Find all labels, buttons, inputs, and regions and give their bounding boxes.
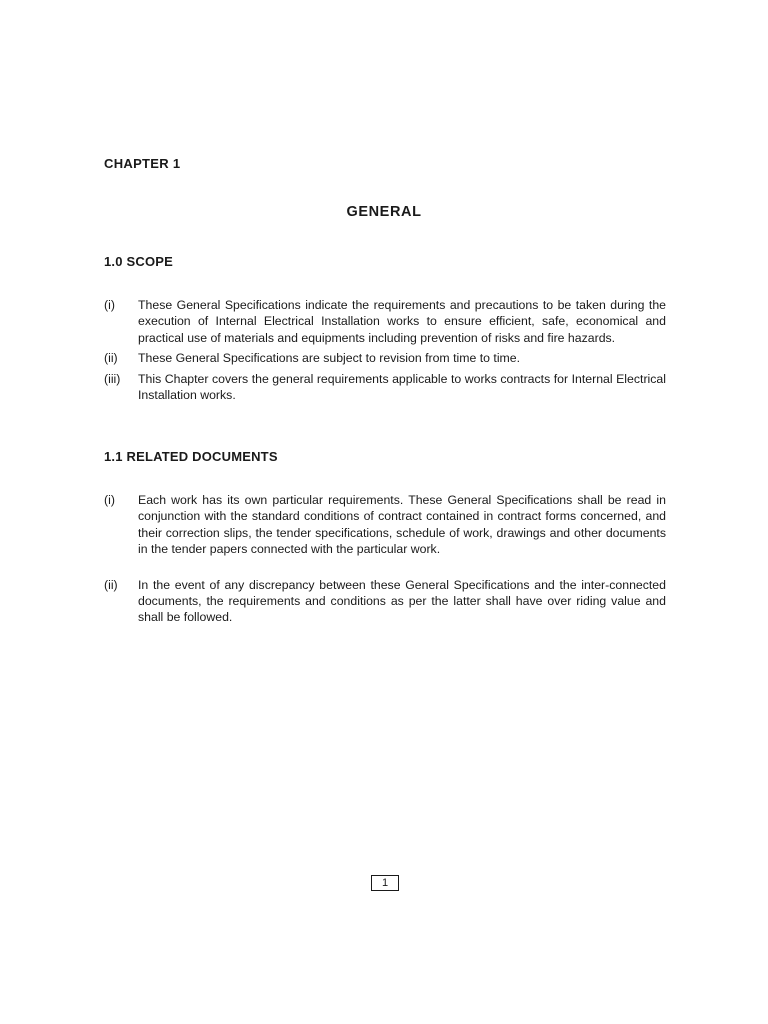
list-item [104,297,666,346]
item-number: (i) [104,493,115,507]
scope-items [104,297,666,403]
list-item [104,371,666,404]
item-number: (ii) [104,351,118,366]
related-documents-items [104,492,666,626]
chapter-label: CHAPTER 1 [104,156,181,171]
section-heading-related-documents: 1.1 RELATED DOCUMENTS [104,449,278,464]
list-item [104,492,666,558]
item-text: In the event of any discrepancy between these General Specifications and the inter-connected documents, the requirements and conditions as per the latter shall have over riding value and shall be followed. [138,577,666,625]
page-title: GENERAL [346,204,422,220]
section-heading-scope: 1.0 SCOPE [104,254,173,269]
item-text: This Chapter covers the general requirements applicable to works contracts for Internal Electrical Installation works. [138,371,666,403]
item-text: These General Specifications are subject to revision from time to time. [138,351,521,366]
item-number: (iii) [104,371,121,386]
item-number: (ii) [104,577,118,592]
list-item [104,577,666,626]
page-number-box: 1 [371,875,399,891]
item-text: Each work has its own particular requirements. These General Specifications shall be read in conjunction with the standard conditions of contract contained in contract forms concerned, and their correction slips, the tender specifications, schedule of work, drawings and other documents in the tender papers connected with the particular work. [138,493,666,557]
item-text: These General Specifications indicate the requirements and precautions to be taken during the execution of Internal Electrical Installation works to ensure efficient, safe, economical and practical use of materials and equipments including prevention of risks and fire hazards. [138,298,666,345]
list-item [104,350,666,366]
item-number: (i) [104,298,115,312]
